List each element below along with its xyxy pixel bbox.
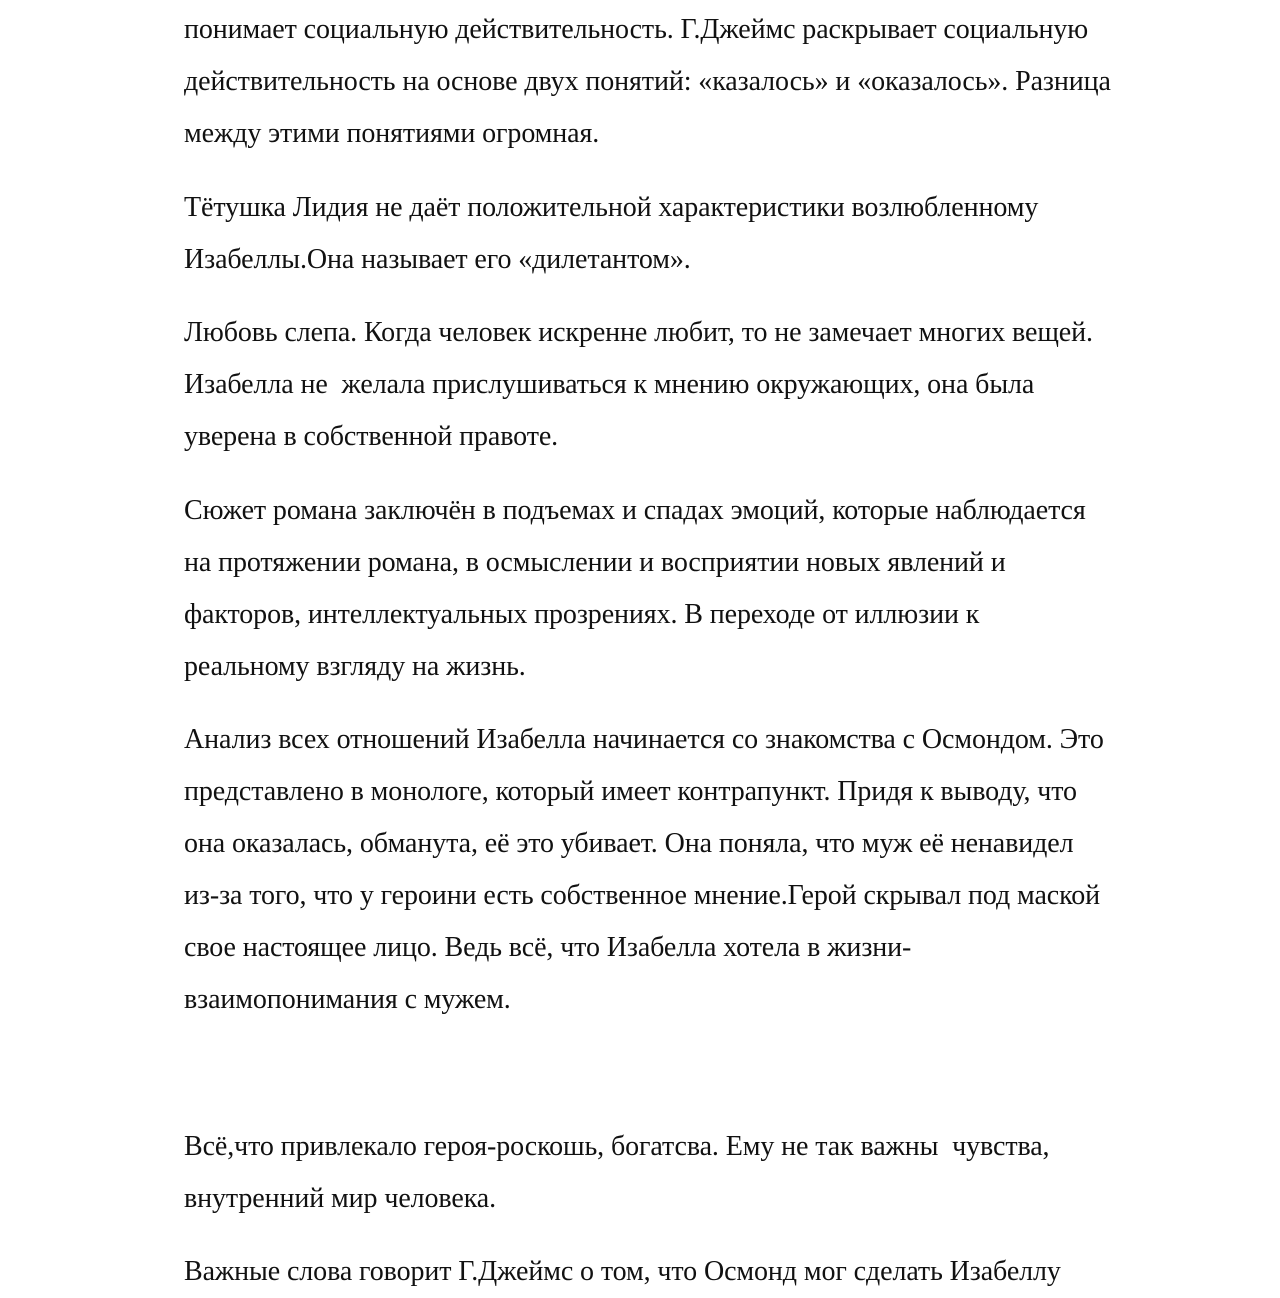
text-line: представлено в монологе, который имеет контрапункт. Придя к выводу, что xyxy=(184,776,1077,807)
text-line: Изабеллы.Она называет его «дилетантом». xyxy=(184,244,691,275)
text-line: факторов, интеллектуальных прозрениях. В переходе от иллюзии к xyxy=(184,599,980,630)
text-line: она оказалась, обманута, её это убивает. Она поняла, что муж её ненавидел xyxy=(184,828,1074,859)
text-line: понимает социальную действительность. Г.Джеймс раскрывает социальную xyxy=(184,14,1089,45)
text-line: Тётушка Лидия не даёт положительной характеристики возлюбленному xyxy=(184,192,1039,223)
paragraph-social-reality xyxy=(184,4,1244,160)
paragraph-plot xyxy=(184,485,1244,693)
text-line: Сюжет романа заключён в подъемах и спадах эмоций, которые наблюдается xyxy=(184,495,1086,526)
paragraph-hero-luxury xyxy=(184,1121,1244,1225)
text-line: уверена в собственной правоте. xyxy=(184,421,559,452)
paragraph-relationship-analysis xyxy=(184,714,1244,1026)
text-line: внутренний мир человека. xyxy=(184,1183,497,1214)
text-line: реальному взгляду на жизнь. xyxy=(184,651,526,682)
text-line: Анализ всех отношений Изабелла начинается со знакомства с Осмондом. Это xyxy=(184,724,1104,755)
text-line: между этими понятиями огромная. xyxy=(184,118,600,149)
text-line: на протяжении романа, в осмыслении и восприятии новых явлений и xyxy=(184,547,1006,578)
paragraph-aunt-lydia xyxy=(184,182,1244,286)
paragraph-important-words xyxy=(184,1246,1244,1298)
text-line: Важные слова говорит Г.Джеймс о том, что Осмонд мог сделать Изабеллу xyxy=(184,1256,1061,1287)
text-line: Изабелла не желала прислушиваться к мнению окружающих, она была xyxy=(184,369,1035,400)
text-line: взаимопонимания с мужем. xyxy=(184,984,511,1015)
text-line: Любовь слепа. Когда человек искренне любит, то не замечает многих вещей. xyxy=(184,317,1093,348)
text-line: свое настоящее лицо. Ведь всё, что Изабелла хотела в жизни- xyxy=(184,932,912,963)
text-line: действительность на основе двух понятий: «казалось» и «оказалось». Разница xyxy=(184,66,1111,97)
text-line: Всё,что привлекало героя-роскошь, богатсва. Ему не так важны чувства, xyxy=(184,1131,1050,1162)
paragraph-love-is-blind xyxy=(184,307,1244,463)
text-line: из-за того, что у героини есть собственное мнение.Герой скрывал под маской xyxy=(184,880,1100,911)
